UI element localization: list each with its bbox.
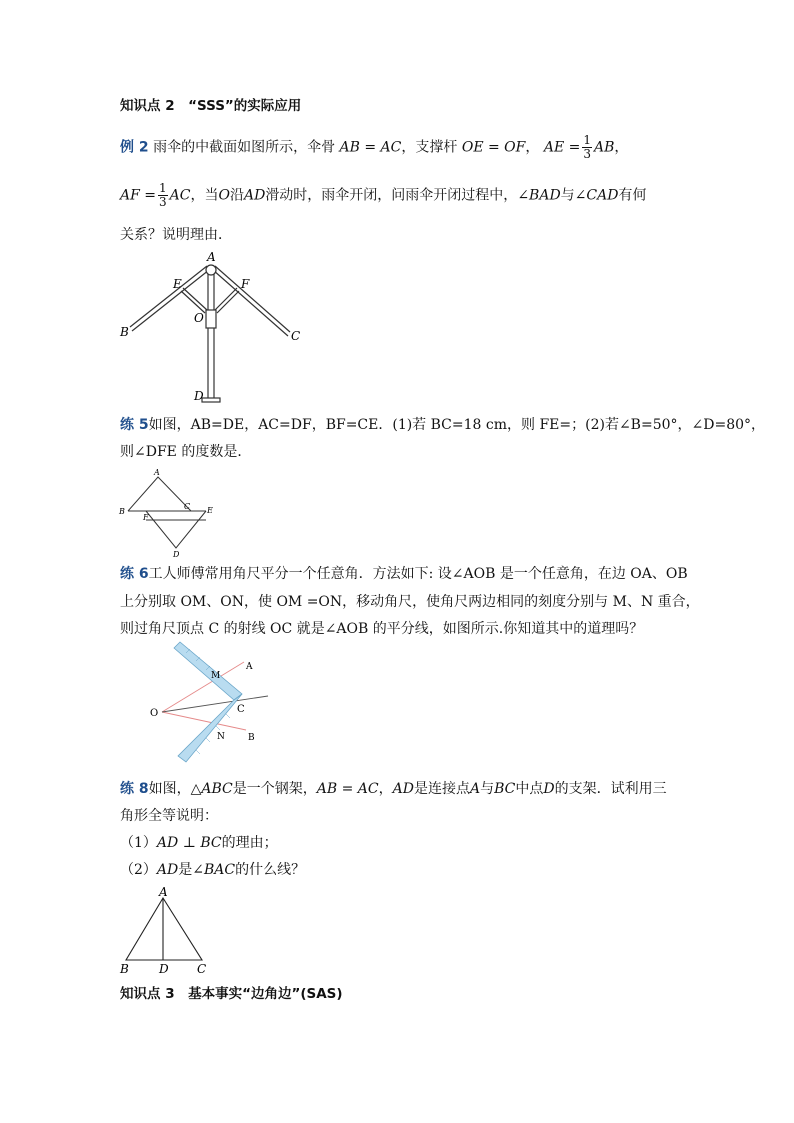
label-A: A xyxy=(246,662,253,672)
tick xyxy=(216,726,220,730)
label-D: D xyxy=(159,962,169,976)
section-3-title: 知识点 3 基本事实“边角边”(SAS) xyxy=(120,986,343,1002)
text: 角形全等说明： xyxy=(120,808,218,824)
text: 有何 xyxy=(618,187,647,204)
section-3-heading xyxy=(120,985,343,1003)
exercise-6-line-1 xyxy=(120,565,688,583)
example-2-line-1 xyxy=(120,134,628,161)
label-C: C xyxy=(184,502,191,511)
label-M: M xyxy=(211,671,221,681)
text: ，当 xyxy=(190,187,219,204)
rib-ac xyxy=(213,270,288,336)
text: 是 xyxy=(178,862,193,878)
exercise-8-line-2 xyxy=(120,807,218,825)
label-A: A xyxy=(207,250,216,264)
math: ∠CAD xyxy=(574,187,619,204)
label-B: B xyxy=(120,325,129,339)
label-E: E xyxy=(173,277,182,291)
text: （1） xyxy=(120,835,157,851)
math: △ABC xyxy=(190,781,233,797)
label-D: D xyxy=(173,550,180,559)
label-B: B xyxy=(248,733,255,743)
text: （2） xyxy=(120,862,157,878)
example-2-tag: 例 2 xyxy=(120,139,149,156)
text: 中点 xyxy=(515,781,544,797)
text: ， xyxy=(525,139,540,156)
text: ，支撑杆 xyxy=(401,139,458,156)
numerator: 1 xyxy=(159,181,167,195)
example-2-line-2 xyxy=(120,182,646,209)
label-O: O xyxy=(150,708,159,719)
exercise-5-figure xyxy=(116,466,220,558)
example-2-line-3 xyxy=(120,226,232,244)
exercise-8-figure xyxy=(116,884,216,976)
fraction-one-third xyxy=(582,134,592,161)
text: 的理由； xyxy=(221,835,278,851)
tick xyxy=(196,750,200,754)
tick xyxy=(206,738,210,742)
umbrella-figure xyxy=(110,248,310,408)
triangle-abc xyxy=(126,898,202,960)
math: AB = AC xyxy=(339,139,402,156)
section-2-title: 知识点 2 “SSS”的实际应用 xyxy=(120,98,302,114)
exercise-6-line-2 xyxy=(120,593,700,611)
section-2-heading xyxy=(120,97,301,115)
label-N: N xyxy=(217,732,225,742)
label-E: E xyxy=(207,506,213,515)
text: 与 xyxy=(480,781,495,797)
exercise-5-line-1 xyxy=(120,416,765,434)
text: ， xyxy=(614,139,629,156)
math: AF = xyxy=(120,187,157,204)
square-arm-lower xyxy=(178,694,242,762)
denominator: 3 xyxy=(583,147,591,161)
exercise-8-tag: 练 8 xyxy=(120,781,149,797)
math: AB xyxy=(593,139,615,156)
tick xyxy=(226,714,230,718)
denominator: 3 xyxy=(159,195,167,209)
math: AD xyxy=(156,862,179,878)
triangle-dfe xyxy=(146,511,206,548)
math: OE = OF xyxy=(461,139,526,156)
brace-fo-outline xyxy=(217,291,239,313)
text: ， xyxy=(378,781,393,797)
label-C: C xyxy=(197,962,207,976)
brace-eo xyxy=(183,288,207,310)
math: AD xyxy=(392,781,414,797)
top-ring xyxy=(206,265,216,275)
exercise-6-tag: 练 6 xyxy=(120,566,149,582)
exercise-8-question-1 xyxy=(120,834,278,852)
text: 滑动时，雨伞开闭，问雨伞开闭过程中， xyxy=(265,187,518,204)
text: 是连接点 xyxy=(413,781,470,797)
fraction-one-third xyxy=(158,182,168,209)
math: ∠BAD xyxy=(517,187,561,204)
label-A: A xyxy=(159,885,168,899)
math: ∠BAC xyxy=(192,862,236,878)
exercise-8-line-1 xyxy=(120,780,667,798)
text: 如图，AB=DE，AC=DF，BF=CE．(1)若 BC=18 cm，则 FE=；(2)若∠B=50°，∠D=80°， xyxy=(148,417,766,433)
label-C: C xyxy=(291,329,301,343)
label-F: F xyxy=(241,277,250,291)
math: AC xyxy=(169,187,191,204)
exercise-5-tag: 练 5 xyxy=(120,417,149,433)
exercise-8-question-2 xyxy=(120,861,305,879)
math: BC xyxy=(494,781,516,797)
math: AD xyxy=(243,187,266,204)
text: 的什么线？ xyxy=(235,862,306,878)
label-A: A xyxy=(154,468,160,477)
math: AD ⊥ BC xyxy=(156,835,222,851)
math: D xyxy=(543,781,555,797)
text: 是一个钢架， xyxy=(232,781,317,797)
numerator: 1 xyxy=(583,133,591,147)
text: 的支架．试利用三 xyxy=(554,781,667,797)
brace-fo xyxy=(215,288,237,310)
square-arm-upper xyxy=(174,642,242,700)
text: 雨伞的中截面如图所示，伞骨 xyxy=(153,139,336,156)
text: 上分别取 OM、ON，使 OM =ON，移动角尺，使角尺两边相同的刻度分别与 M、N 重合， xyxy=(120,594,700,610)
math: O xyxy=(218,187,230,204)
exercise-6-figure xyxy=(146,642,272,770)
math: AB = AC xyxy=(316,781,379,797)
text: 则∠DFE 的度数是． xyxy=(120,444,252,460)
base xyxy=(202,398,220,402)
text: 关系？说明理由． xyxy=(120,227,232,243)
label-B: B xyxy=(119,507,125,516)
text: 则过角尺顶点 C 的射线 OC 就是∠AOB 的平分线，如图所示.你知道其中的道理吗？ xyxy=(120,621,644,637)
ray-ob xyxy=(162,712,246,730)
text: 沿 xyxy=(229,187,244,204)
label-B: B xyxy=(120,962,129,976)
text: 工人师傅常用角尺平分一个任意角．方法如下: 设∠AOB 是一个任意角，在边 OA、OB xyxy=(148,566,688,582)
slider-o xyxy=(206,310,216,328)
math: AE = xyxy=(543,139,581,156)
exercise-6-line-3 xyxy=(120,620,643,638)
text: 如图， xyxy=(148,781,191,797)
brace-eo-outline xyxy=(181,291,205,313)
label-D: D xyxy=(194,389,204,403)
label-F: F xyxy=(143,513,149,522)
text: 与 xyxy=(560,187,575,204)
ray-oc xyxy=(162,696,268,712)
triangle-abc xyxy=(128,477,191,511)
math: A xyxy=(469,781,481,797)
exercise-5-line-2 xyxy=(120,443,251,461)
label-C: C xyxy=(237,704,245,715)
label-O: O xyxy=(194,311,204,325)
